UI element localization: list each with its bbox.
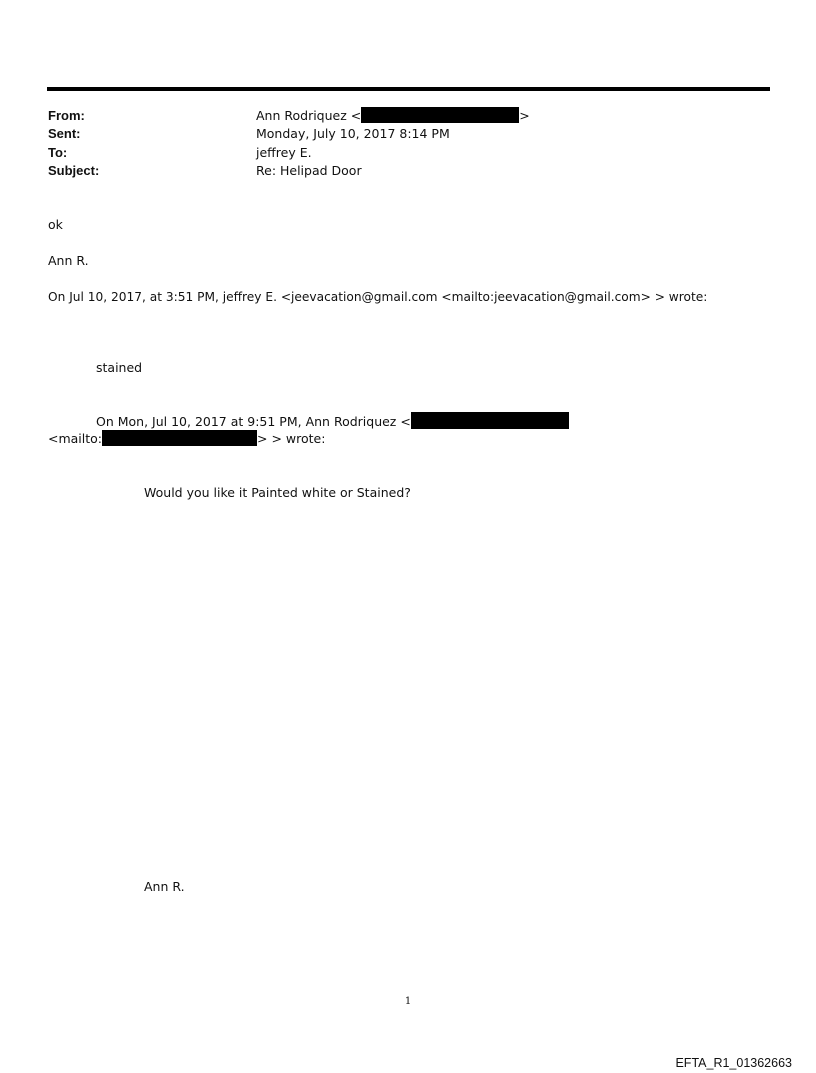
mailto-prefix: <mailto: [48, 431, 103, 446]
document-id: EFTA_R1_01362663 [675, 1056, 792, 1070]
subject-label: Subject: [48, 163, 100, 178]
from-close: > [519, 108, 530, 123]
quote2-signature: Ann R. [144, 879, 185, 894]
quote1-attribution: On Jul 10, 2017, at 3:51 PM, jeffrey E. <jeevacation@gmail.com <mailto:jeevacation@gmail.com> > wrote: [48, 290, 708, 304]
to-label: To: [48, 145, 68, 160]
quote2-attribution-line1 [96, 412, 569, 431]
sent-label: Sent: [48, 126, 81, 141]
from-label: From: [48, 108, 85, 123]
quote2-attribution-end: > > wrote: [257, 431, 326, 446]
from-name: Ann Rodriquez < [256, 108, 362, 123]
quote1-text: stained [96, 360, 143, 375]
quote2-attribution-text: On Mon, Jul 10, 2017 at 9:51 PM, Ann Rodriquez < [96, 414, 411, 429]
redaction-box [102, 430, 257, 446]
quote2-attribution-line2 [48, 430, 325, 448]
from-value [256, 107, 530, 125]
to-value: jeffrey E. [256, 145, 312, 160]
page-number: 1 [404, 996, 412, 1007]
redaction-box [361, 107, 519, 123]
quote2-text: Would you like it Painted white or Stained? [144, 485, 411, 500]
reply-text: ok [48, 217, 63, 232]
sent-value: Monday, July 10, 2017 8:14 PM [256, 126, 450, 141]
subject-value: Re: Helipad Door [256, 163, 362, 178]
redaction-box [411, 412, 569, 429]
header-divider [47, 87, 770, 91]
signature: Ann R. [48, 253, 89, 268]
